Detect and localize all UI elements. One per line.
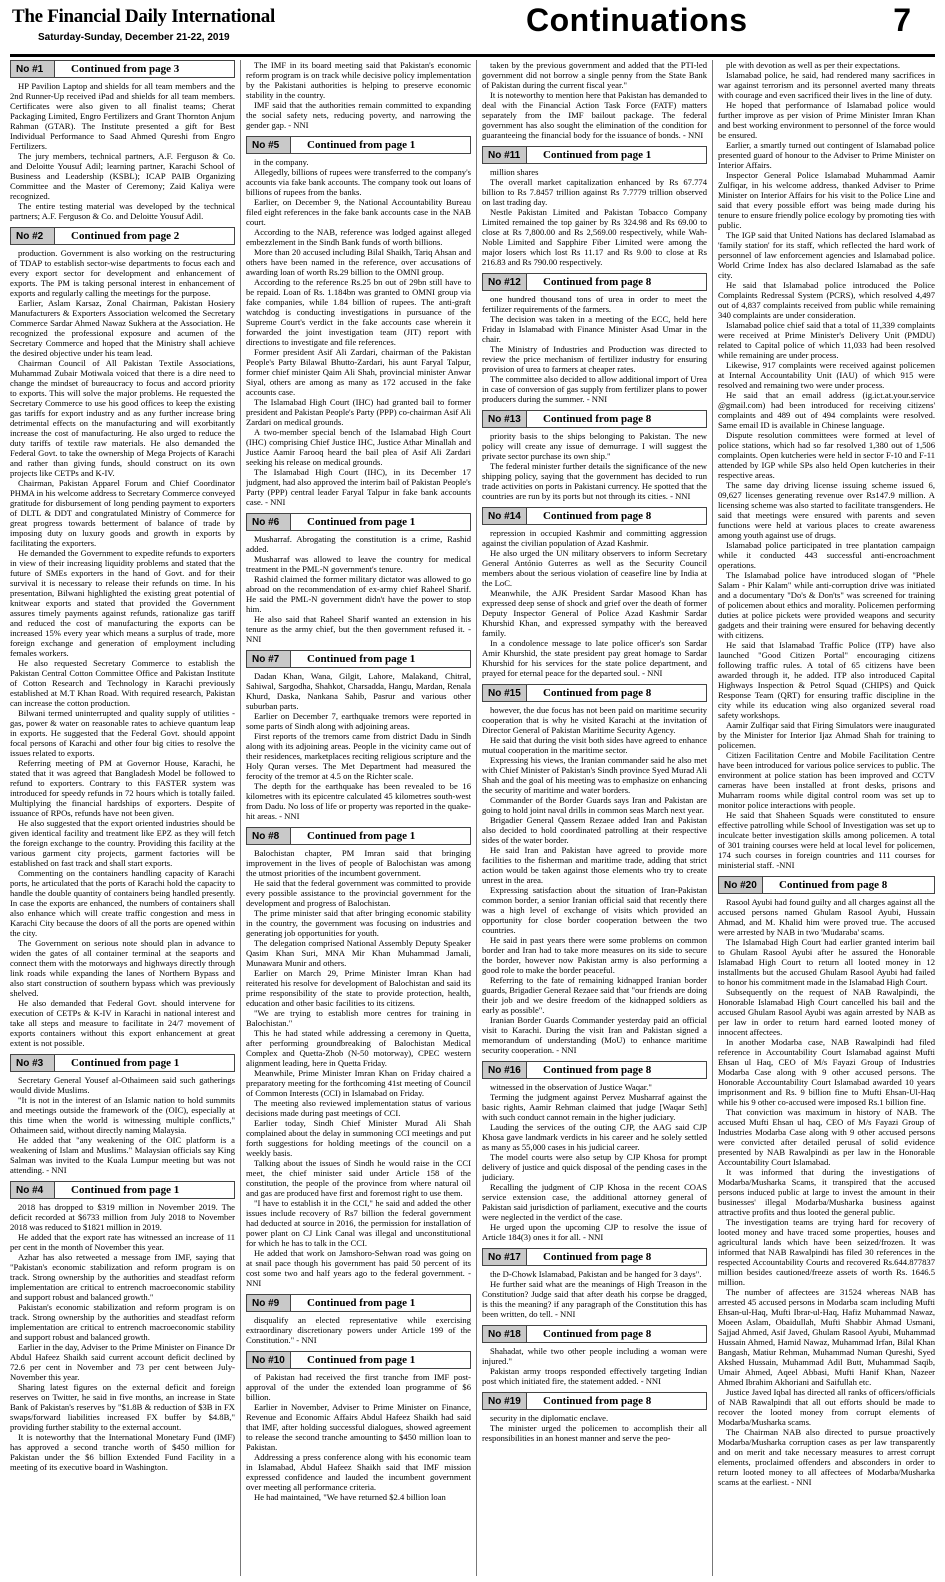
paragraph: Shahadat, while two other people including a woman were injured." (482, 1346, 707, 1366)
paragraph: IMF said that the authorities remain committed to expanding the social safety nets, reducing poverty, and narrowing the gender gap. - NNI (246, 100, 471, 130)
paragraph: The federal minister further details the significance of the new shipping policy, saying that the government has decided to run trade activities on ports in Pakistani currency. He spotted that the countries are run by its ports but not through its cities. - NNI (482, 461, 707, 501)
paragraph: Pakistan army troops responded effectively targeting Indian post which initiated fire, the statement added. - NNI (482, 1366, 707, 1386)
paragraph: Referring to the fate of remaining kidnapped Iranian border guards, Brigadier General Rezaee said that "our friends are doing their job and we desire freedom of the kidnapped soldiers as early as possible". (482, 975, 707, 1015)
continuation-box (482, 273, 707, 404)
column-rule (240, 60, 241, 1576)
story-body (10, 248, 235, 1048)
paragraph: Aamir Zulfiqar said that Firing Simulators were inaugurated by the Minister for Interior Ijaz Ahmad Shah for training to policemen. (718, 720, 935, 750)
continuation-box (246, 513, 471, 644)
continued-from-label: Continued from page 8 (543, 276, 652, 288)
continuation-box (482, 1392, 707, 1443)
continuation-box (246, 827, 471, 1288)
section-title: Continuations (526, 2, 748, 38)
paragraph: taken by the previous government and added that the PTI-led government did not borrow a single penny from the State Bank of Pakistan during the current fiscal year." (482, 60, 707, 90)
column-4 (718, 60, 935, 1576)
paragraph: ple with devotion as well as per their expectations. (726, 60, 900, 70)
paragraph: He also demanded that Federal Govt. should intervene for execution of CETPs & K-IV in Karachi in national interest and take all steps and measure to facilitate in 24/7 movement of exports containers without this export enhancement at great extent is not possible. (10, 998, 235, 1048)
continued-from-label: Continued from page 1 (71, 1057, 180, 1069)
continued-from-label: Continued from page 3 (71, 63, 180, 75)
continuation-header (246, 1351, 471, 1369)
continuation-header (482, 273, 707, 291)
paragraph: priority basis to the ships belonging to Pakistan. The new policy will create any issue of demurrage. I will suggest the private sector purchase its own ship." (482, 431, 707, 461)
continued-from-label: Continued from page 8 (543, 413, 652, 425)
paragraph: A two-member special bench of the Islamabad High Court (IHC) comprising Chief Justice IHC, Justice Athar Minallah and Justice Aamir Farooq heard the bail plea of Asif Ali Zardari seeking his release on medical grounds. (246, 427, 471, 467)
paragraph: Referring meeting of PM at Governor House, Karachi, he stated that it was agreed that Bangladesh Model be followed to refund to exporters. Contrary to this FASTER system was introduced for speedy refunds in 72 hours which is totally failed. Multiplying the financial hardships of exporters. Despite of issuance of RPOs, refunds have not been given. (10, 758, 235, 818)
continuation-box (482, 1325, 707, 1386)
paragraph: Dadan Khan, Wana, Gilgit, Lahore, Malakand, Chitral, Sahiwal, Sargodha, Shahkot, Charsadda, Hangu, Mardan, Renala Khurd, Daska, Nankana Sahib, Pasrur and various other suburban parts. (246, 671, 471, 711)
story-number: No #2 (11, 228, 55, 244)
paragraph: The number of affectees are 31524 whereas NAB has arrested 45 accused persons in Modarba scam including Mufti Ehsan-ul-Haq, Mufti Ibrar-ul-Haq, Hafiz Muhammad Nawaz, Moeen Aslam, Obaidullah, Mufti Shabbir Ahmad Usmani, Sajjad Ahmed, Asif Javed, Ghulam Rasool Ayubi, Muhammad Hussain Ahmed, Hamid Nawaz, Muhammad Irfan, Bilal Khan Bangash, Matiur Rehman, Muhammad Numan Qureshi, Syed Akshed Hussain, Muhammad Adil Butt, Muhammad Saqib, Umair Ahmed, Aqeel Abbasi, Mufti Hanif Khan, Nazeer Ahmed Ibrahim Akhoriani and Saifullah etc. (718, 1287, 935, 1387)
story-number: No #16 (483, 1062, 527, 1078)
story-body (718, 897, 935, 1487)
column-rule (712, 60, 713, 1576)
column-3 (482, 60, 707, 1576)
paragraph: "I have to establish it in the CCI," he said and added the other issues include recovery of Rs7 billion the federal government had deducted at source in 2016, the permission for installation of power plant on CJ Link Canal was illegal and unconstitutional for which he has to talk in the CCI. (246, 1198, 471, 1248)
story-number: No #15 (483, 685, 527, 701)
paragraph: Bilwani termed uninterrupted and quality supply of utilities - gas, power & water on reasonable rates to achieve quantum leap in exports. He suggested that the Federal Govt. should appoint focal persons of Karachi and other four big cities to resolve the issues related to exports. (10, 708, 235, 758)
continuation-box (482, 1061, 707, 1242)
paragraph: More than 20 accused including Bilal Shaikh, Tariq Ahsan and others have been named in the reference, over accusations of awarding loan of worth Rs.29 billion to the OMNI group. (246, 247, 471, 277)
paragraph: Islamabad police participated in tree plantation campaign while it conducted 443 successful anti-encroachment operations. (718, 540, 935, 570)
story-number: No #10 (247, 1352, 291, 1368)
paragraph: The Government on serious note should plan in advance to widen the gates of all container terminal at the seaports and connect them with the motorways and highways directly through link roads while expanding the lanes of Northern Bypass and also start construction of southern bypass which was previously shelved. (10, 938, 235, 998)
columns (10, 60, 935, 1576)
paragraph: Citizen Facilitation Centre and Mobile Facilitation Centre have been introduced for various police services to public. The environment at police station has been improved and CCTV cameras have been installed at front desks, prisons and Muharram rooms while digital control room was set up to monitor police interactions with people. (718, 750, 935, 810)
story-body (10, 81, 235, 221)
paragraph: The model courts were also setup by CJP Khosa for prompt delivery of justice and quick disposal of the pending cases in the judiciary. (482, 1152, 707, 1182)
paragraph: He had maintained, "We have returned $2.4 billion loan (254, 1492, 446, 1502)
continuation-box (482, 1248, 707, 1319)
paragraph: Earlier in the day, Adviser to the Prime Minister on Finance Dr Abdul Hafeez Shaikh said current account deficit declined by 72.6 per cent in November and 73 per cent between July-November this year. (10, 1342, 235, 1382)
paragraph: Earlier on March 29, Prime Minister Imran Khan had reiterated his resolve for development of Balochistan and said its prime responsibility of the state to provide protection, health, education and other basic facilities to its citizens. (246, 968, 471, 1008)
continuation-header (482, 410, 707, 428)
continuation-header (482, 146, 707, 164)
paragraph: The delegation comprised National Assembly Deputy Speaker Qasim Khan Suri, MNA Mir Khan Muhammad Jamali, Munawara Munir and others. (246, 938, 471, 968)
paragraph: In another Modarba case, NAB Rawalpindi had filed reference in Accountability Court Islamabad against Mufti Ehsan ul Haq, CEO of M/s Fayazi Group of Industries Modarba Case along with 9 other accused persons. The Honorable Accountability Court Islamabad awarded 10 years imprisonment and Rs. 9 billion fine to Mufti Ehsan-Ul-Haq while his 9 other co-accused were imposed Rs.1 billion fine. (718, 1037, 935, 1107)
story-body (246, 60, 471, 130)
continuation-header (482, 507, 707, 525)
paragraph: He added that "any weakening of the OIC platform is a weakening of Islam and Muslims." Malaysian officials say King Salman was invited to the Kuala Lumpur meeting but was not attending. - NNI (10, 1135, 235, 1175)
paragraph: Chairman Council of All Pakistan Textile Associations, Muhammad Zubair Motiwala voiced that there is a dire need to change the mindset of bureaucracy to focus and accord priority to exports. This will solve the major problems. He requested the Secretary Commerce to use his good offices to keep the existing gas tariffs for export industry and as any further increase bring detrimental effects on the manufacturing and will exorbitantly increase the cost of manufacturing. He also urged to reduce the duty tariffs of textile raw materials. He also demanded the Federal Govt. to take the ownership of Mega Projects of Karachi and rather than giving funds, should construct on its own projects like CETPs and K-IV. (10, 358, 235, 478)
continuation-box (10, 1181, 235, 1472)
paragraph: The jury members, technical partners, A.F. Ferguson & Co. and Deloitte Yousuf Adil; learning partner, Karachi School of Business and Leadership (KSBL); ICAP PAIB Organizing Committee and the Master of Ceremony; Zaid Kaliya were recognized. (10, 151, 235, 201)
paragraph: one hundred thousand tons of urea in order to meet the fertilizer requirements of the farmers. (482, 294, 707, 314)
paragraph: million shares (490, 167, 539, 177)
continued-from-label: Continued from page 1 (307, 830, 416, 842)
paragraph: According to the reference Rs.25 bn out of 29bn still have to be repaid. Loan of Rs. 1.184bn was granted to OMNI group via fake companies, while 1.84 billion of rupees. The anti-graft watchdog is conducting investigations in pursuance of the Supreme Court's verdict in the fake accounts case wherein it forwarded the joint investigation team (JIT) report with directions to investigate and file references. (246, 277, 471, 347)
paragraph: HP Pavilion Laptop and shields for all team members and the 2nd Runner-Up received iPad and shields for all team members. Certificates were also given to all finalist teams; Cherat Packaging Limited, Engro Fertilizers and Grant Thornton Anjum Rahman (GTAR). The Institute presented a gift for Best Individual Performance to Saad Ahmed Qureshi from Engro Fertilizers. (10, 81, 235, 151)
paragraph: According to the NAB, reference was lodged against alleged embezzlement in the Sindh Bank funds of worth billions. (246, 227, 471, 247)
continuation-box (246, 136, 471, 507)
paragraph: Rasool Ayubi had found guilty and all charges against all the accused persons named Ghulam Rasool Ayubi, Hussain Ahmad, and M. Khalid him were proved true. The accused were arrested by NAB in two 'Mudaraba' scams. (718, 897, 935, 937)
paragraph: He hoped that performance of Islamabad police would further improve as per vision of Prime Minister Imran Khan and best working environment to personnel of the force would be ensured. (718, 100, 935, 140)
paragraph: Meanwhile, Prime Minister Imran Khan on Friday chaired a preparatory meeting for the forthcoming 41st meeting of Council of Common Interests (CCI) in Islamabad on Friday. (246, 1068, 471, 1098)
continued-from-label: Continued from page 1 (307, 516, 416, 528)
continuation-box (718, 60, 935, 870)
paragraph: Sharing latest figures on the external deficit and foreign reserves on Twitter, he said in five months, an increase in State Bank of Pakistan's reserves by "$1.8B & reduction of $3B in FX swaps/forward liabilities increased FX buffer by $4.8B," providing further stability to the external account. (10, 1382, 235, 1432)
paragraph: 2018 has dropped to $319 million in November 2019. The deficit recorded at $6733 million from July 2018 to November 2018 was reduced to $1821 million in 2019. (10, 1202, 235, 1232)
continuation-box (482, 410, 707, 501)
paragraph: First reports of the tremors came from district Dadu in Sindh along with its adjoining areas. People in the vicinity came out of their residences, marketplaces reciting religious scripture and the Holy Quran verses. The Met Department had measured the ferocity of the tremor at 4.5 on the Richter scale. (246, 731, 471, 781)
paragraph: Meanwhile, the AJK President Sardar Masood Khan has expressed deep sense of shock and grief over the death of former Deputy Inspector General of Police Azad Kashmir Sardar Khurshid Khan, and expressed sympathy with the bereaved family. (482, 588, 707, 638)
paragraph: Justice Javed Iqbal has directed all ranks of officers/officials of NAB Rawalpindi that all out efforts should be made to recover the looted money from corrupt elements of Modarba/Musharka scams. (718, 1387, 935, 1427)
paragraph: He added that the export rate has witnessed an increase of 11 per cent in the month of November this year. (10, 1232, 235, 1252)
paragraph: Rashid claimed the former military dictator was allowed to go abroad on the recommendation of ex-army chief Raheel Sharif. He said the PML-N government didn't have the power to stop him. (246, 574, 471, 614)
paragraph: production. Government is also working on the restructuring of TDAP to establish sector-wise departments to focus each and every export sector for development and enhancement of exports. The PM is taking personal interest in enhancement of exports and regularly calling the meetings for the purpose. (10, 248, 235, 298)
continued-from-label: Continued from page 1 (71, 1184, 180, 1196)
continuation-header (246, 136, 471, 154)
continuation-box (482, 146, 707, 267)
paragraph: witnessed in the observation of Justice Waqar." (490, 1082, 652, 1092)
paragraph: the D-Chowk Islamabad, Pakistan and be hanged for 3 days". (490, 1269, 702, 1279)
paragraph: repression in occupied Kashmir and committing aggression against the civilian population of Azad Kashmir. (482, 528, 707, 548)
continuation-box (718, 876, 935, 1487)
masthead: The Financial Daily International (12, 6, 275, 27)
paragraph: The Ministry of Industries and Production was directed to review the price mechanism of fertilizer industry for ensuring provision of urea to farmers at cheaper rates. (482, 344, 707, 374)
continuation-box (482, 507, 707, 678)
paragraph: Likewise, 917 complaints were received against policemen at Internal Accountability Unit (IAU) of which 915 were resolved and remaining two were under process. (718, 360, 935, 390)
story-number: No #11 (483, 147, 527, 163)
paragraph: Subsequently on the request of NAB Rawalpindi, the Honorable Islamabad High Court cancelled his bail and the accused Ghulam Rasool Ayubi was again arrested by NAB as per law in order to return hard earned looted money of innocent affectees. (718, 987, 935, 1037)
paragraph: Musharraf was allowed to leave the country for medical treatment in the PML-N government's tenure. (246, 554, 471, 574)
paragraph: The Islamabad police have introduced slogan of "Phele Salam - Phir Kalam" while anti-corruption drive was initiated and a documentary "Do's & Don'ts" was screened for training of policemen about ethics and morality. Policemen performing duties at police pickets were provided weapons and security gadgets and their training were ensured for behaving decently with citizens. (718, 570, 935, 640)
continuation-box (246, 1351, 471, 1502)
paragraph: He said that Islamabad Traffic Police (ITP) have also launched "Good Citizen Portal" encouraging citizens following traffic rules. A total of 65 citizens have been awarded through it, he added. ITP also introduced Capital Highways Inspection & Petrol Squad (CHIPS) and Quick Response Team (QRT) for ensuring traffic discipline in the city while its education wing also organized several road safety workshops. (718, 640, 935, 720)
continuation-box (246, 1294, 471, 1345)
paragraph: Earlier today, Sindh Chief Minister Murad Ali Shah complained about the delay in summoning CCI meetings and put forth suggestions for holding meetings of the council on a weekly basis. (246, 1118, 471, 1158)
continued-from-label: Continued from page 1 (307, 1354, 416, 1366)
continued-from-label: Continued from page 1 (307, 1297, 416, 1309)
story-number: No #8 (247, 828, 291, 844)
dateline: Saturday-Sunday, December 21-22, 2019 (38, 32, 230, 43)
continued-from-label: Continued from page 1 (307, 653, 416, 665)
story-body (10, 1202, 235, 1472)
paragraph: Talking about the issues of Sindh he would raise in the CCI meet, the chief minister said under Article 158 of the constitution, the people of the province from where natural oil and gas are produced have first and foremost right to use them. (246, 1158, 471, 1198)
paragraph: security in the diplomatic enclave. (490, 1413, 609, 1423)
continuation-header (10, 1181, 235, 1199)
continuation-header (482, 1061, 707, 1079)
story-body (482, 1413, 707, 1443)
paragraph: disqualify an elected representative while exercising extraordinary discretionary powers under Article 199 of the Constitution." - NNI (246, 1315, 471, 1345)
paragraph: The decision was taken in a meeting of the ECC, held here Friday in Islamabad with Finance Minister Asad Umar in the chair. (482, 314, 707, 344)
continuation-box (246, 650, 471, 821)
paragraph: however, the due focus has not been paid on maritime security cooperation that is why he visited Karachi at the invitation of Director General of Pakistan Maritime Security Agency. (482, 705, 707, 735)
paragraph: The entire testing material was developed by the technical partners; A.F. Ferguson & Co. and Deloitte Yousuf Adil. (10, 201, 235, 221)
paragraph: Former president Asif Ali Zardari, chairman of the Pakistan People's Party Bilawal Bhutto-Zardari, his aunt Faryal Talpur, former chief minister Qaim Ali Shah, provincial minister Anwar Siyal, others are among as many as 172 accused in the fake accounts case. (246, 347, 471, 397)
continued-from-label: Continued from page 2 (71, 230, 180, 242)
story-body (482, 1346, 707, 1386)
story-number: No #14 (483, 508, 527, 524)
page-number: 7 (893, 2, 911, 38)
continuation-header (482, 684, 707, 702)
paragraph: Dispute resolution committees were formed at level of police stations, which had so far resolved 1,380 out of 1,506 complaints. Open kutcheries were held in sector F-10 and F-11 attended by IGP while SPs also held Open kutcheries in their respective areas. (718, 430, 935, 480)
paragraph: Islamabad police, he said, had rendered many sacrifices in war against terrorism and its personnel averted many threats with courage and even sacrificed their lives in the line of duty. (718, 70, 935, 100)
continued-from-label: Continued from page 8 (543, 1251, 652, 1263)
paragraph: Addressing a press conference along with his economic team in Islamabad, Abdul Hafeez Shaikh said that IMF mission expressed confidence and lauded the incumbent government over meeting all performance criteria. (246, 1452, 471, 1492)
paragraph: He also suggested that the export oriented industries should be given identical facility and treatment like EPZ as they will fetch the foreign exchange to the country. Providing this facility at the various garment city projects, garment factories will be established on fast track and shall start exports. (10, 818, 235, 868)
continuation-header (246, 827, 471, 845)
paragraph: Earlier, Aslam Karsaz, Zonal Chairman, Pakistan Hosiery Manufacturers & Exporters Association welcomed the Secretary Commerce Sardar Ahmed Nawaz Sukhera at the Association. He recognized the professional exposure and acumen of the Secretary Commerce and hoped that the Ministry shall achieve the desired objective under his team lead. (10, 298, 235, 358)
continuation-box (482, 684, 707, 1055)
paragraph: He urged upon the upcoming CJP to resolve the issue of Article 184(3) ones it for all. - NNI (482, 1222, 707, 1242)
paragraph: The Islamabad High Court (IHC), in its December 17 judgment, had also approved the interim bail of Pakistan People's Party (PPP) central leader Faryal Talpur in fake bank accounts case. - NNI (246, 467, 471, 507)
story-number: No #6 (247, 514, 291, 530)
continued-from-label: Continued from page 8 (779, 879, 888, 891)
story-body (246, 157, 471, 507)
story-body (246, 534, 471, 644)
column-2 (246, 60, 471, 1576)
continuation-box (10, 1054, 235, 1175)
paragraph: The Islamabad High Court had earlier granted interim bail to Ghulam Rasool Ayubi after he assured the Honorable Islamabad High Court to return all looted money in 12 installments but the accused Ghulam Rasool Ayubi had failed to honor his commitment made in the Islamabad High Court. (718, 937, 935, 987)
continued-from-label: Continued from page 8 (543, 1395, 652, 1407)
paragraph: Lauding the services of the outing CJP, the AAG said CJP Khosa gave landmark verdicts in his career and he solely settled as many as 55,000 cases in his judicial career. (482, 1122, 707, 1152)
paragraph: He said that Shaheen Squads were constituted to ensure effective patrolling while School of Investigation was set up to inculcate better investigation skills among policemen. A total of 301 training courses were held at local level for policemen, 174 such courses in foreign countries and 111 courses for ministerial staff. -NNI (718, 810, 935, 870)
story-number: No #17 (483, 1249, 527, 1265)
paragraph: Earlier in November, Adviser to Prime Minister on Finance, Revenue and Economic Affairs Abdul Hafeez Shaikh had said that IMF, after holding successful dialogues, showed agreement to release the second tranche amounting to $450 million loan to Pakistan. (246, 1402, 471, 1452)
paragraph: "It is not in the interest of an Islamic nation to hold summits and meetings outside the framework of the (OIC), especially at this time when the world is witnessing multiple conflicts," Othaimeen said, without directly naming Malaysia. (10, 1095, 235, 1135)
page-header (10, 4, 935, 57)
paragraph: Commander of the Border Guards says Iran and Pakistan are going to hold joint naval drills in common seas March next year. (482, 795, 707, 815)
continuation-header (246, 513, 471, 531)
story-number: No #1 (11, 61, 55, 77)
continuation-header (246, 650, 471, 668)
story-body (482, 60, 707, 140)
paragraph: He said that the federal government was committed to provide every possible assistance to the provincial government for the development and progress of Balochistan. (246, 878, 471, 908)
paragraph: It is noteworthy to mention here that Pakistan has demanded to deal with the Financial Action Task Force (FATF) matters separately from the IMF bailout package. The federal government has also sought the elimination of the condition for guaranteeing the financial body for the issuance of bonds. - NNI (482, 90, 707, 140)
paragraph: Musharraf. Abrogating the constitution is a crime, Rashid added. (246, 534, 471, 554)
paragraph: The Islamabad High Court (IHC) had granted bail to former president and Pakistan People's Party (PPP) co-chairman Asif Ali Zardari on medical grounds. (246, 397, 471, 427)
paragraph: Expressing his views, the Iranian commander said he also met with Chief Minister of Pakistan's Sindh province Syed Murad Ali Shah and the goal of his meeting was to emphasize on enhancing the security of maritime and water borders. (482, 755, 707, 795)
story-number: No #18 (483, 1326, 527, 1342)
paragraph: "We are trying to establish more centres for training in Balochistan." (246, 1008, 471, 1028)
paragraph: The same day driving license issuing scheme issued 6, 09,627 licenses generating revenue over Rs147.9 million. A licensing scheme was also started to facilitate transgenders. He said that meetings were ensured with parents and seven functions were held at various places to create awareness among youth against use of drugs. (718, 480, 935, 540)
paragraph: He said in past years there were some problems on common border and Iran had to take more measures on its side to secure the border, however now Pakistan army is also performing a good role to make the border peaceful. (482, 935, 707, 975)
continuation-header (10, 1054, 235, 1072)
continued-from-label: Continued from page 8 (543, 510, 652, 522)
paragraph: in the company. (254, 157, 309, 167)
continued-from-label: Continued from page 8 (543, 1064, 652, 1076)
story-number: No #12 (483, 274, 527, 290)
continuation-box (246, 60, 471, 130)
paragraph: Earlier, on December 9, the National Accountability Bureau filed eight references in the fake bank accounts case in the NAB court. (246, 197, 471, 227)
paragraph: He added that work on Jamshoro-Sehwan road was going on at snail pace though his government has paid 50 percent of its cost some two and half years ago to the federal government. - NNI (246, 1248, 471, 1288)
continued-from-label: Continued from page 1 (543, 149, 652, 161)
story-number: No #20 (719, 877, 763, 893)
paragraph: He also urged the UN military observers to inform Secretary General António Guterres as well as the Security Council members about the serious violation of ceasefire line by India at the LoC. (482, 548, 707, 588)
paragraph: of Pakistan had received the first tranche from IMF post-approval of the under the extended loan programme of $6 billion. (246, 1372, 471, 1402)
story-body (718, 60, 935, 870)
story-body (482, 705, 707, 1055)
paragraph: The prime minister said that after bringing economic stability in the country, the government was focusing on industries and generating job opportunities for youth. (246, 908, 471, 938)
paragraph: Iranian Border Guards Commander yesterday paid an official visit to Karachi. During the visit Iran and Pakistan signed a memorandum of understanding (MoU) to enhance maritime security cooperation. - NNI (482, 1015, 707, 1055)
paragraph: He said that Islamabad police introduced the Police Complaints Redressal System (PCRS), which resolved 4,497 out of 4,837 complaints received from public while remaining 340 complaints are under consideration. (718, 280, 935, 320)
story-number: No #7 (247, 651, 291, 667)
continuation-header (246, 1294, 471, 1312)
story-number: No #19 (483, 1393, 527, 1409)
story-number: No #9 (247, 1295, 291, 1311)
paragraph: Islamabad police chief said that a total of 11,339 complaints were received at Prime Minister's Delivery Unit (PMDU) related to Capital police of which 11,033 had been resolved while remaining are under process. (718, 320, 935, 360)
continuation-header (10, 60, 235, 78)
story-body (246, 848, 471, 1288)
paragraph: He also requested Secretary Commerce to establish the Pakistan Central Cotton Committee Office and Pakistan Institute of Cotton Research and Technology in Karachi previously established at M.T Khan Road. With required research, Pakistan can increase the cotton production. (10, 658, 235, 708)
paragraph: He said that an email address (ig.ict.at.your.service @gmail.com) had been introduced for receiving citizens' complaints and 489 out of 494 complaints were resolved. Same email ID is available in Chinese language. (718, 390, 935, 430)
column-1 (10, 60, 235, 1576)
story-body (246, 671, 471, 821)
paragraph: The IGP said that United Nations has declared Islamabad as 'family station' for its staff, which reflected the hard work of personnel of law enforcement agencies and Islamabad police. World Crime Index has also declared Islamabad as the safe city. (718, 230, 935, 280)
story-body (482, 431, 707, 501)
paragraph: The IMF in its board meeting said that Pakistan's economic reform program is on track while decisive policy implementation by the Pakistani authorities is helping to preserve economic stability in the country. (246, 60, 471, 100)
paragraph: Recalling the judgment of CJP Khosa in the recent COAS service extension case, the additional attorney general of Pakistan said jurisdiction of parliament, executive and the courts were neglected in the verdict of the case. (482, 1182, 707, 1222)
paragraph: Expressing satisfaction about the situation of Iran-Pakistan common border, a senior Iranian official said that recently there was a high level of exchange of visits which provided an opportunity for close border cooperation between the two countries. (482, 885, 707, 935)
paragraph: Brigadier General Qassem Rezaee added Iran and Pakistan also decided to hold coordinated patrolling at their respective sides of the water border. (482, 815, 707, 845)
paragraph: In a condolence message to late police officer's son Sardar Amir Khurshid, the state president pay great homage to Sardar Khurshid for his services for the state police department, and prayed for eternal peace for the departed soul. - NNI (482, 638, 707, 678)
paragraph: The depth for the earthquake has been revealed to be 16 kilometres with its epicentre calculated 45 kilometres south-west from Dadu. No loss of life or property was reported in the quake-hit areas. - NNI (246, 781, 471, 821)
story-body (482, 528, 707, 678)
paragraph: It is noteworthy that the International Monetary Fund (IMF) has approved a second tranche worth of $450 million for Pakistan under the $6 billion Extended Fund Facility in a meeting of its executive board in Washington. (10, 1432, 235, 1472)
paragraph: He said Iran and Pakistan have agreed to provide more facilities to the fisherman and maritime trade, adding that strict action would be taken against those elements who try to create unrest in the area. (482, 845, 707, 885)
continued-from-label: Continued from page 1 (307, 139, 416, 151)
paragraph: He further said what are the meanings of High Treason in the Constitution? Judge said that after death his corpse be dragged, is this the meaning? if any paragraph of the Constitution this has been written, do tell. - NNI (482, 1279, 707, 1319)
paragraph: He also said that Raheel Sharif wanted an extension in his tenure as the army chief, but the then government refused it. - NNI (246, 614, 471, 644)
paragraph: Pakistan's economic stabilization and reform program is on track. Strong ownership by the authorities and steadfast reform implementation are critical to entrench macroeconomic stability and support robust and balanced growth. (10, 1302, 235, 1342)
continuation-header (718, 876, 935, 894)
paragraph: Balochistan chapter, PM Imran said that bringing improvement in the lives of people of Balochistan was among the utmost priorities of the incumbent government. (246, 848, 471, 878)
continued-from-label: Continued from page 8 (543, 687, 652, 699)
paragraph: The minister urged the policemen to accomplish their all responsibilities in an honest manner and serve the peo- (482, 1423, 707, 1443)
paragraph: Secretary General Yousef al-Othaimeen said such gatherings would divide Muslims. (10, 1075, 235, 1095)
paragraph: Inspector General Police Islamabad Muhammad Aamir Zulfiqar, in his welcome address, thanked Adviser to Prime Minister on Interior Affairs for his visit to the Police Line and said that every possible effort was being made during his tenure to ensure friendly police ecology by promoting ties with public. (718, 170, 935, 230)
paragraph: Commenting on the containers handling capacity of Karachi ports, he articulated that the ports of Karachi hold the capacity to handle the double quantity of containers being handled presently. In case the exports are enhanced, the numbers of containers shall also enhance which will create traffic congestion and mess in Karachi City because the doors of all the ports are opened within the city. (10, 868, 235, 938)
paragraph: Allegedly, billions of rupees were transferred to the company's accounts via fake bank accounts. The company took out loans of billions of rupees from the banks. (246, 167, 471, 197)
story-number: No #4 (11, 1182, 55, 1198)
paragraph: He demanded the Government to expedite refunds to exporters in view of their increasing liquidity problems and stated that the future of SMEs exporters in the hand of Govt. and for their survival it is necessary to release their refunds on time. In his presentation, Bilwani highlighted the existing great potential of knitwear exports and stated that provided the Government assures timely payments against refunds, rationalize gas tariff and reduced the cost of manufacturing the exports can be increased 15% every year which means a surplus of trade, more foreign exchange and generation of employment including females workers. (10, 548, 235, 658)
story-body (482, 294, 707, 404)
paragraph: The investigation teams are trying hard for recovery of looted money and have traced some properties, houses and agricultural lands which have been seized/frozen. It was informed that NAB Rawalpindi has filed 30 references in the respected Accountability Courts and recovered Rs.644.877837 million besides cautioned/freeze assets of worth Rs. 1646.5 million. (718, 1217, 935, 1287)
story-number: No #13 (483, 411, 527, 427)
paragraph: The committee also decided to allow additional import of Urea in case of conversion of gas supply from fertilizer plans to power producers during the summer. - NNI (482, 374, 707, 404)
continuation-header (482, 1248, 707, 1266)
continuation-header (482, 1325, 707, 1343)
paragraph: Earlier, a smartly turned out contingent of Islamabad police presented guard of honour to the Adviser to Prime Minister on Interior Affairs. (718, 140, 935, 170)
continuation-header (482, 1392, 707, 1410)
continuation-header (10, 227, 235, 245)
paragraph: Nestle Pakistan Limited and Pakistan Tobacco Company Limited remained the top gainer by Rs 324.98 and Rs 69.00 to close at Rs 7,800.00 and Rs 2,569.00 respectively, while Wah-Noble Limited and Sapphire Fiber Limited were among the major losers which lost Rs 11.17 and Rs 9.00 to close at Rs 216.83 and Rs 790.00 respectively. (482, 207, 707, 267)
continuation-box (10, 227, 235, 1048)
paragraph: It was informed that during the investigations of Modarba/Musharka Scams, it transpired that the accused persons induced public at large to invest the amount in their businesses' illegal Modarba/Musharka business against attractive profits and thus looted the general public. (718, 1167, 935, 1217)
paragraph: Azhar has also retweeted a message from IMF, saying that "Pakistan's economic stabilization and reform program is on track. Strong ownership by the authorities and steadfast reform implementation are critical to entrench macroeconomic stability and support robust and balanced growth." (10, 1252, 235, 1302)
paragraph: That conviction was maximum in history of NAB. The accused Mufti Ehsan ul haq, CEO of M/s Fayazi Group of Industries Modarba Case along with 9 other accused persons were convicted after detailed perusal of solid evidence presented by NAB Rawalpindi as per law in the Honorable Accountability Court Islamabad. (718, 1107, 935, 1167)
column-rule (476, 60, 477, 1576)
paragraph: The Chairman NAB also directed to pursue proactively Modarba/Musharka corruption cases as per law transparently and on merit and take necessary measures to arrest corrupt elements, proclaimed offenders and absconders in order to return looted money to all affectees of Modarba/Musharka scams at the earliest. - NNI (718, 1427, 935, 1487)
paragraph: Terming the judgment against Pervez Musharraf against the basic rights, Aamir Rehman claimed that judge [Waqar Seth] with such conduct cannot remain in the higher judiciary. (482, 1092, 707, 1122)
story-body (246, 1372, 471, 1502)
story-number: No #3 (11, 1055, 55, 1071)
paragraph: He said that during the visit both sides have agreed to enhance mutual cooperation in the maritime sector. (482, 735, 707, 755)
paragraph: This he had stated while addressing a ceremony in Quetta, after performing groundbreaking of Balochistan Medical Complex and Quetta-Zhob (N-50 motorway), CPEC western alignment leading, here in Quetta Friday. (246, 1028, 471, 1068)
continuation-box (10, 60, 235, 221)
continuation-box (482, 60, 707, 140)
story-body (482, 1082, 707, 1242)
story-body (10, 1075, 235, 1175)
story-body (482, 1269, 707, 1319)
paragraph: The overall market capitalization enhanced by Rs 67.774 billion to Rs 7.8457 trillion against Rs 7.7779 trillion observed on last trading day. (482, 177, 707, 207)
paragraph: The meeting also reviewed implementation status of various decisions made during past meetings of CCI. (246, 1098, 471, 1118)
paragraph: Earlier on December 7, earthquake tremors were reported in some parts of Sindh along with adjoining areas. (246, 711, 471, 731)
paragraph: Chairman, Pakistan Apparel Forum and Chief Coordinator PHMA in his welcome address to Secretary Commerce conveyed gratitude for disbursement of long pending payment to exporters of DLTL & DDT and congratulated Ministry of Commerce for great progress towards betterment of balance of trade by imposing duty on luxury goods and growth in exports by facilitating the exporters. (10, 478, 235, 548)
story-number: No #5 (247, 137, 291, 153)
continued-from-label: Continued from page 8 (543, 1328, 652, 1340)
story-body (482, 167, 707, 267)
story-body (246, 1315, 471, 1345)
